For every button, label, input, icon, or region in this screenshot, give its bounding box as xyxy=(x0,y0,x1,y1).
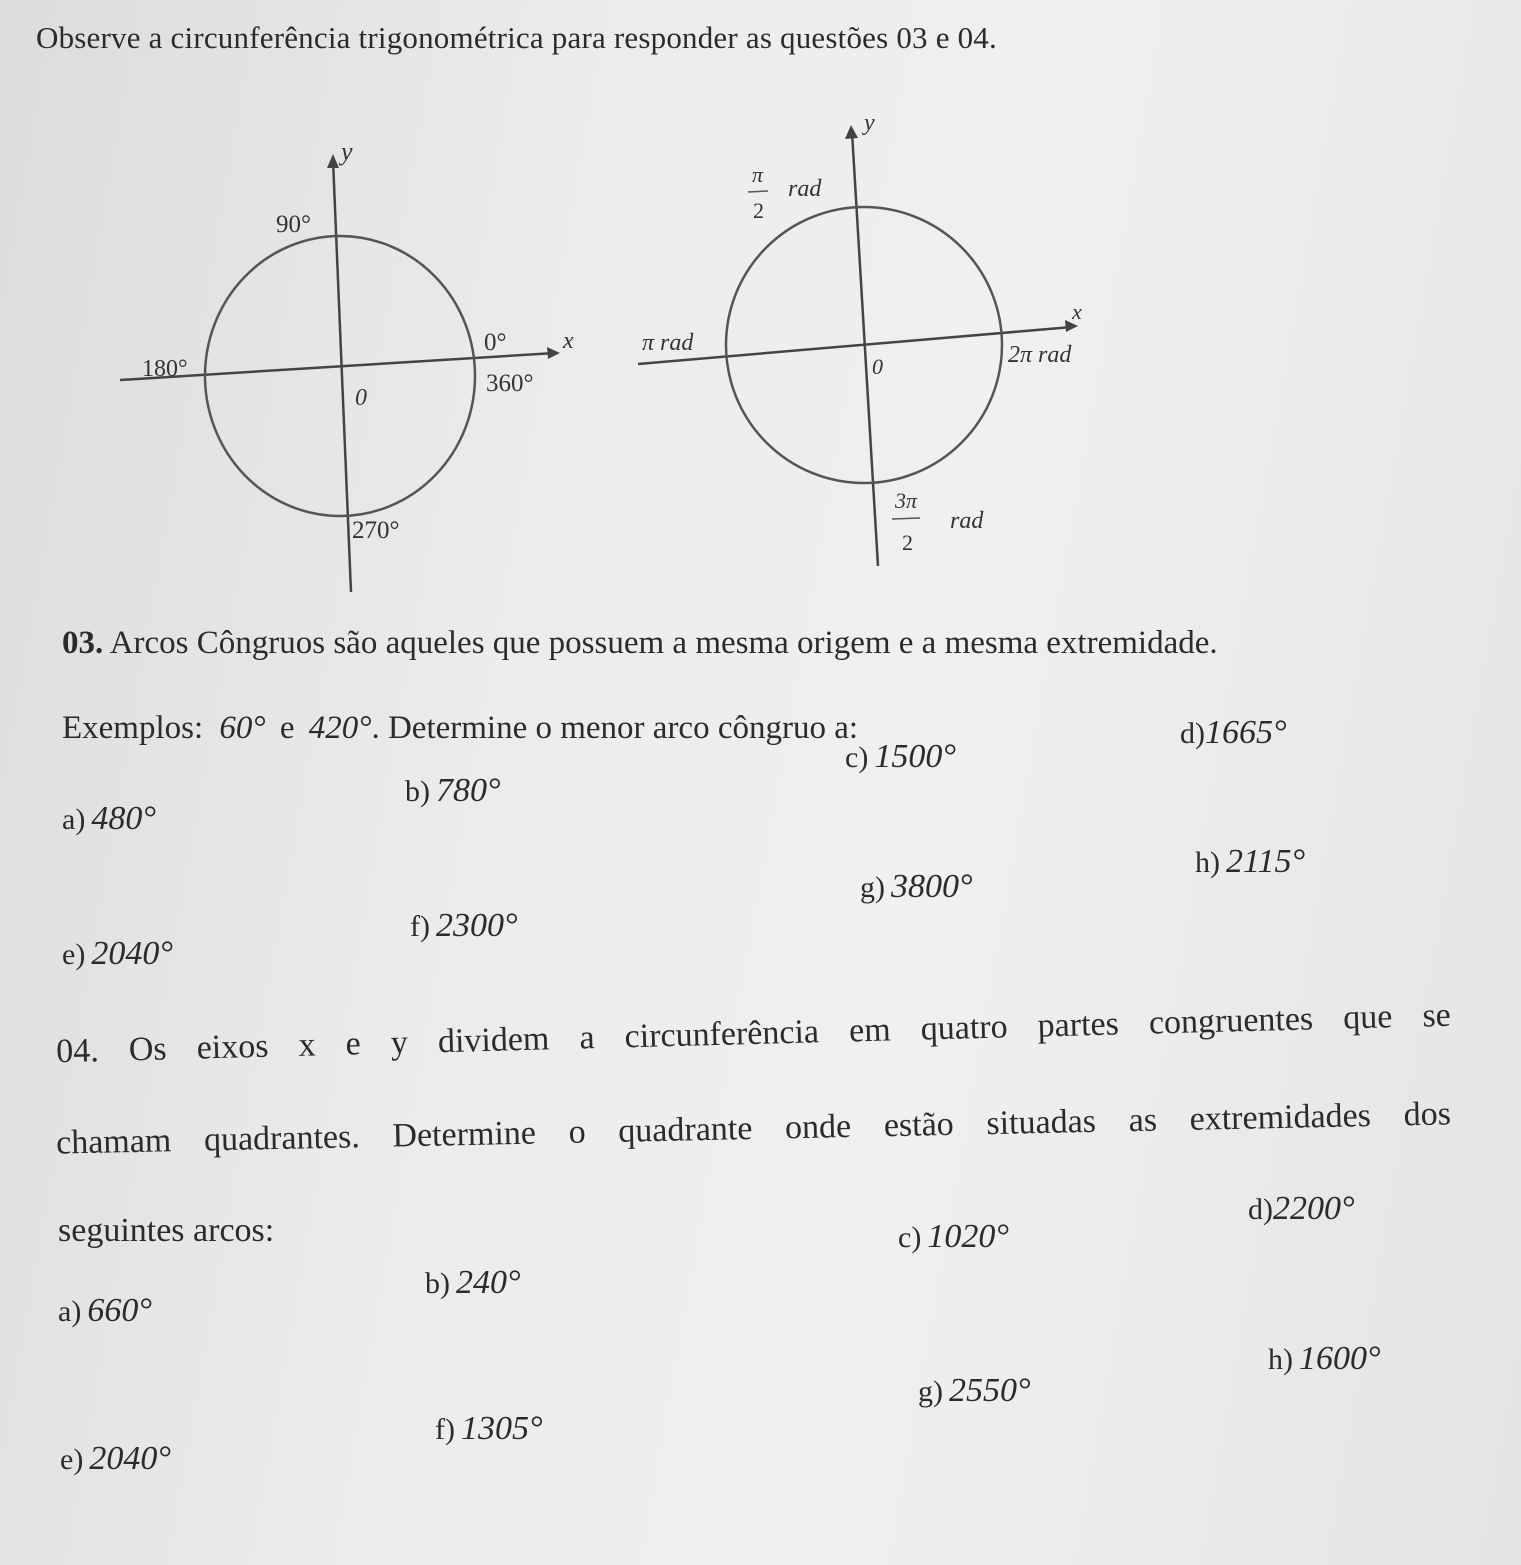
item-letter: c) xyxy=(898,1221,922,1254)
item-value: 2300° xyxy=(435,907,518,944)
item-letter: b) xyxy=(405,775,430,808)
label-270-degrees: 270° xyxy=(352,517,400,544)
q03-statement xyxy=(62,625,1218,662)
item-letter: f) xyxy=(410,910,430,943)
q03-number: 03. xyxy=(62,625,104,661)
y-axis-line xyxy=(852,132,878,566)
item-letter: a) xyxy=(58,1295,82,1328)
label-pi-over-2-numerator: π xyxy=(752,162,764,187)
q03-item-f xyxy=(410,907,518,945)
label-pi-over-2-unit: rad xyxy=(788,176,822,202)
q03-examples xyxy=(62,710,858,747)
q04-item-c xyxy=(898,1218,1009,1256)
label-3pi-over-2-numerator: 3π xyxy=(895,488,918,513)
q03-prompt: . Determine o menor arco côngruo a: xyxy=(371,710,859,746)
x-axis-line xyxy=(638,327,1072,364)
item-letter: e) xyxy=(62,938,86,971)
q03-example-b: 420° xyxy=(308,710,372,746)
q03-examples-label: Exemplos: xyxy=(62,710,204,746)
item-value: 2115° xyxy=(1226,843,1306,880)
item-letter: a) xyxy=(62,803,86,836)
y-axis-arrow-icon xyxy=(327,154,339,168)
item-letter: b) xyxy=(425,1267,450,1300)
q04-item-b xyxy=(425,1264,521,1302)
q04-line-3: seguintes arcos: xyxy=(58,1212,275,1249)
item-letter: d) xyxy=(1248,1193,1273,1226)
q04-line-1: 04. Os eixos x e y dividem a circunferência em quatro partes congruentes que se xyxy=(55,996,1452,1071)
y-axis-arrow-icon xyxy=(845,125,858,139)
q03-item-b xyxy=(405,772,501,810)
item-value: 3800° xyxy=(891,868,973,905)
item-value: 480° xyxy=(91,800,156,837)
label-2pi-rad: 2π rad xyxy=(1008,342,1072,368)
item-value: 1665° xyxy=(1205,714,1287,751)
item-value: 2200° xyxy=(1273,1190,1355,1227)
item-letter: h) xyxy=(1268,1343,1293,1376)
x-axis-label: x xyxy=(563,328,574,354)
y-axis-line xyxy=(333,160,351,592)
item-value: 660° xyxy=(87,1292,152,1329)
q04-item-f xyxy=(435,1410,543,1448)
y-axis-label: y xyxy=(864,110,875,136)
item-value: 2040° xyxy=(91,935,173,972)
q03-item-d xyxy=(1180,714,1287,752)
label-3pi-over-2-unit: rad xyxy=(950,508,984,534)
x-axis-label: x xyxy=(1072,299,1082,324)
q04-item-h xyxy=(1268,1340,1381,1378)
fraction-bar xyxy=(892,518,920,519)
item-value: 780° xyxy=(436,772,501,809)
q03-item-e xyxy=(62,935,173,973)
q04-item-d xyxy=(1248,1190,1355,1228)
label-pi-rad: π rad xyxy=(642,330,694,356)
label-360-degrees: 360° xyxy=(486,370,534,397)
degree-circle xyxy=(205,236,475,516)
item-value: 2040° xyxy=(89,1440,171,1477)
label-0-degrees: 0° xyxy=(484,329,507,356)
q04-line-2: chamam quadrantes. Determine o quadrante onde estão situadas as extremidades dos xyxy=(55,1095,1452,1162)
degree-circle-diagram xyxy=(0,0,620,620)
label-180-degrees: 180° xyxy=(142,356,188,382)
q03-item-g xyxy=(860,868,973,906)
item-value: 1020° xyxy=(927,1218,1009,1255)
item-value: 1500° xyxy=(874,738,956,775)
item-letter: h) xyxy=(1195,846,1220,879)
q03-item-a xyxy=(62,800,156,838)
q04-item-e xyxy=(60,1440,171,1478)
q03-example-a: 60° xyxy=(219,710,266,746)
y-axis-label: y xyxy=(341,137,353,166)
item-value: 1600° xyxy=(1299,1340,1381,1377)
q03-statement-text: Arcos Côngruos são aqueles que possuem a mesma origem e a mesma extremidade. xyxy=(109,625,1218,661)
q03-example-and: e xyxy=(279,710,295,746)
item-value: 2550° xyxy=(949,1372,1031,1409)
radian-circle-diagram xyxy=(620,100,1140,580)
label-3pi-over-2-denominator: 2 xyxy=(902,530,913,555)
q03-item-c xyxy=(845,738,956,776)
intro-text: Observe a circunferência trigonométrica para responder as questões 03 e 04. xyxy=(36,20,997,55)
item-letter: e) xyxy=(60,1443,84,1476)
label-origin: 0 xyxy=(872,354,883,379)
x-axis-arrow-icon xyxy=(547,347,560,359)
fraction-bar xyxy=(748,191,768,192)
item-letter: d) xyxy=(1180,717,1205,750)
label-90-degrees: 90° xyxy=(276,211,311,238)
item-letter: g) xyxy=(918,1375,943,1408)
item-letter: c) xyxy=(845,741,869,774)
item-letter: g) xyxy=(860,871,885,904)
q03-item-h xyxy=(1195,843,1305,881)
q04-item-a xyxy=(58,1292,152,1330)
q04-item-g xyxy=(918,1372,1031,1410)
item-value: 1305° xyxy=(460,1410,543,1447)
label-pi-over-2-denominator: 2 xyxy=(753,198,764,223)
item-value: 240° xyxy=(456,1264,521,1301)
label-origin: 0 xyxy=(355,385,367,411)
item-letter: f) xyxy=(435,1413,455,1446)
